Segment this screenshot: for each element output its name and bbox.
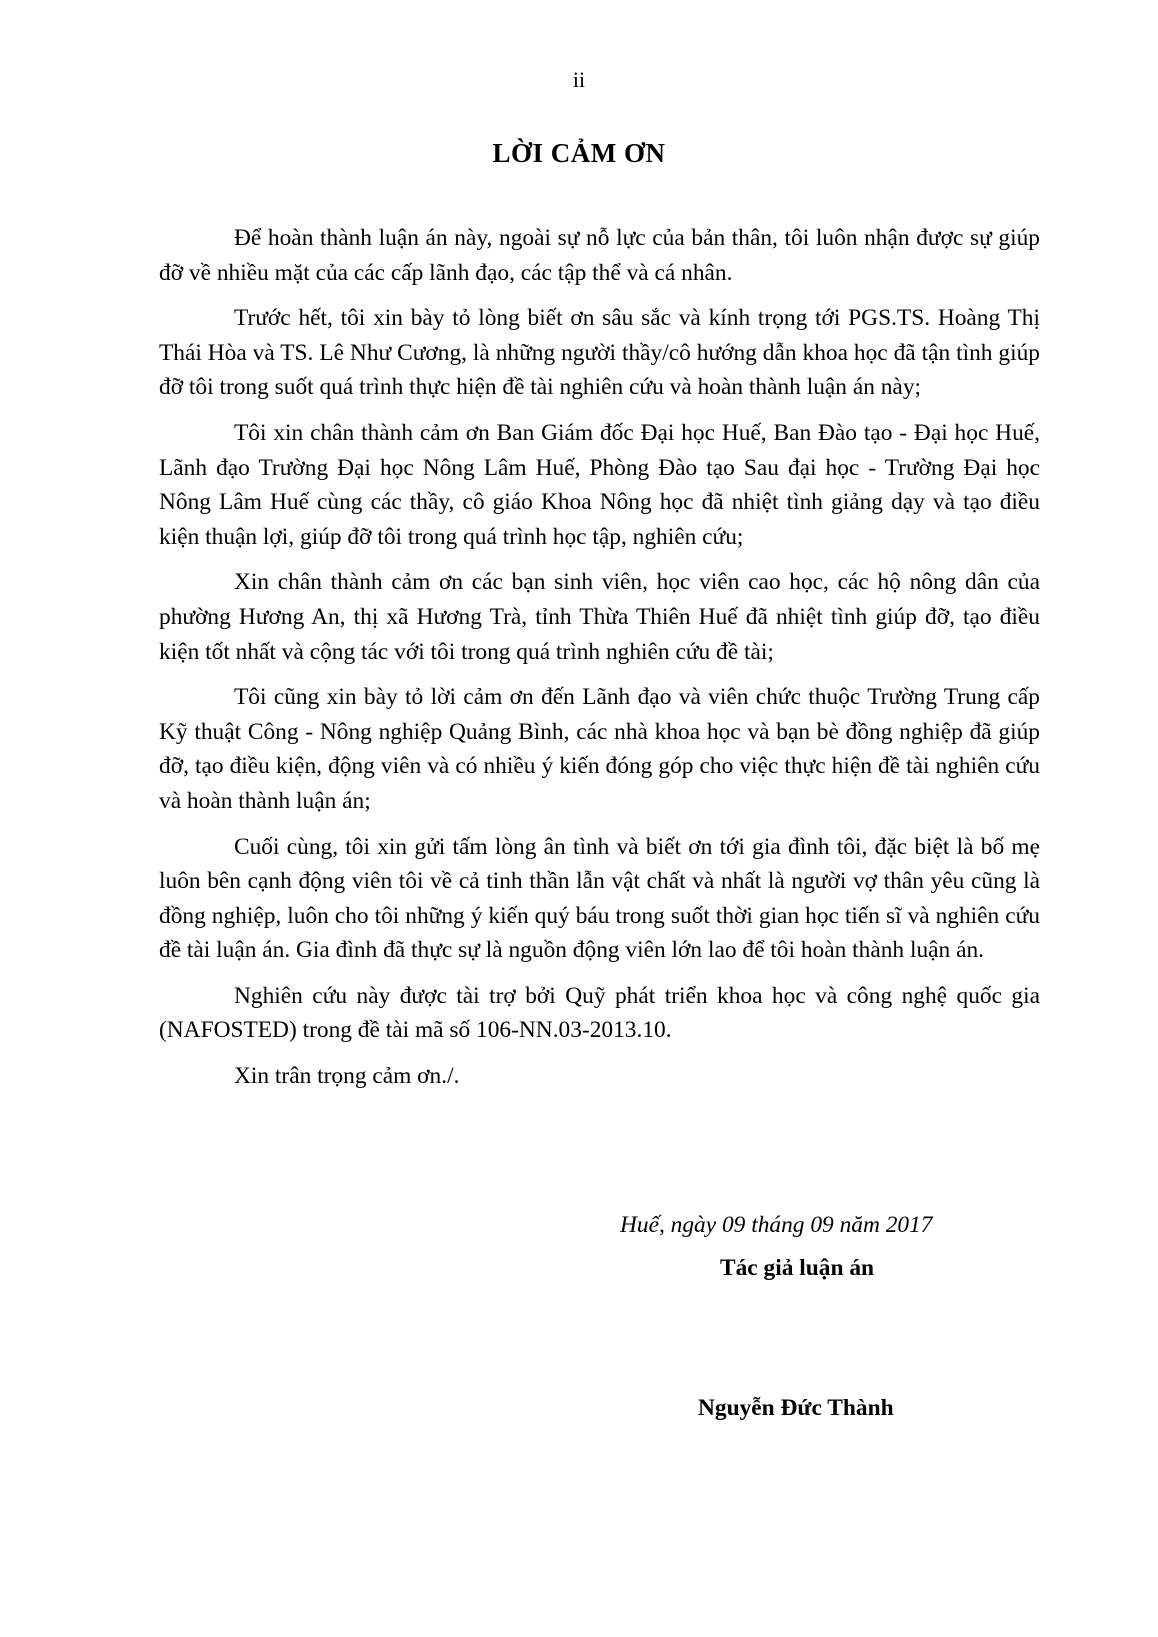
author-label: Tác giả luận án <box>720 1255 875 1281</box>
paragraph-intro: Để hoàn thành luận án này, ngoài sự nỗ lực của bản thân, tôi luôn nhận được sự giúp đỡ về nhiều mặt của các cấp lãnh đạo, các tập thể và cá nhân. <box>159 225 1040 286</box>
author-name: Nguyễn Đức Thành <box>698 1395 894 1421</box>
paragraph-family: Cuối cùng, tôi xin gửi tấm lòng ân tình và biết ơn tới gia đình tôi, đặc biệt là bố mẹ luôn bên cạnh động viên tôi về cả tinh thần lẫn vật chất và nhất là người vợ thân yêu cũng là đồng nghiệp, luôn cho tôi những ý kiến quý báu trong suốt thời gian học tiến sĩ và nghiên cứu đề tài luận án. Gia đình đã thực sự là nguồn động viên lớn lao để tôi hoàn thành luận án. <box>159 833 1040 964</box>
paragraph-colleagues: Tôi cũng xin bày tỏ lời cảm ơn đến Lãnh đạo và viên chức thuộc Trường Trung cấp Kỹ thuật Công - Nông nghiệp Quảng Bình, các nhà khoa học và bạn bè đồng nghiệp đã giúp đỡ, tạo điều kiện, động viên và có nhiều ý kiến đóng góp cho việc thực hiện đề tài nghiên cứu và hoàn thành luận án; <box>159 684 1040 814</box>
paragraph-supervisors: Trước hết, tôi xin bày tỏ lòng biết ơn sâu sắc và kính trọng tới PGS.TS. Hoàng Thị Thái Hòa và TS. Lê Như Cương, là những người thầy/cô hướng dẫn khoa học đã tận tình giúp đỡ tôi trong suốt quá trình thực hiện đề tài nghiên cứu và hoàn thành luận án này; <box>159 305 1040 401</box>
paragraph-university: Tôi xin chân thành cảm ơn Ban Giám đốc Đại học Huế, Ban Đào tạo - Đại học Huế, Lãnh đạo Trường Đại học Nông Lâm Huế, Phòng Đào tạo Sau đại học - Trường Đại học Nông Lâm Huế cùng các thầy, cô giáo Khoa Nông học đã nhiệt tình giảng dạy và tạo điều kiện thuận lợi, giúp đỡ tôi trong quá trình học tập, nghiên cứu; <box>159 419 1040 550</box>
page-title: LỜI CẢM ƠN <box>492 138 666 168</box>
paragraph-students-farmers: Xin chân thành cảm ơn các bạn sinh viên, học viên cao học, các hộ nông dân của phường Hương An, thị xã Hương Trà, tỉnh Thừa Thiên Huế đã nhiệt tình giúp đỡ, tạo điều kiện tốt nhất và cộng tác với tôi trong quá trình nghiên cứu đề tài; <box>159 569 1040 665</box>
acknowledgement-body <box>159 221 1040 1105</box>
paragraph-closing: Xin trân trọng cảm ơn./. <box>234 1063 460 1090</box>
paragraph-funding: Nghiên cứu này được tài trợ bởi Quỹ phát triển khoa học và công nghệ quốc gia (NAFOSTED) trong đề tài mã số 106-NN.03-2013.10. <box>159 982 1040 1044</box>
page-number: ii <box>572 67 586 92</box>
signature-date: Huế, ngày 09 tháng 09 năm 2017 <box>620 1212 933 1238</box>
